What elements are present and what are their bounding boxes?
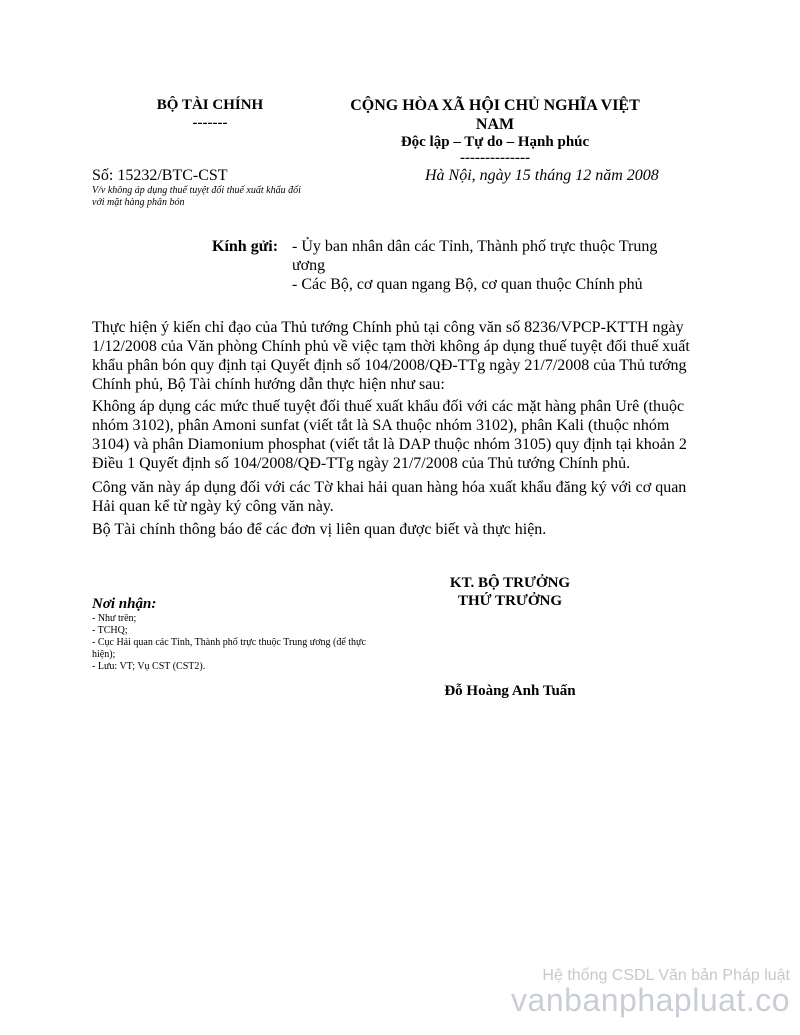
recipient-line1: - Ủy ban nhân dân các Tỉnh, Thành phố trực thuộc Trung bbox=[292, 238, 658, 255]
republic-title-line2: NAM bbox=[475, 116, 515, 133]
place-date: Hà Nội, ngày 15 tháng 12 năm 2008 bbox=[425, 167, 659, 184]
body-paragraph-2: Không áp dụng các mức thuế tuyệt đối thuế xuất khẩu đối với các mặt hàng phân Urê (thuộc nhóm 3102), phân Amoni sunfat (viết tắt là SA thuộc nhóm 3102), phân Kali (thuộc nhóm 3104) và phân Diamonium phosphat (viết tắt là DAP thuộc nhóm 3105) quy định tại khoản 2 Điều 1 Quyết định số 104/2008/QĐ-TTg ngày 21/7/2008 của Thủ tướng Chính phủ. bbox=[92, 398, 687, 472]
republic-title-line1: CỘNG HÒA XÃ HỘI CHỦ NGHĨA VIỆT bbox=[350, 97, 640, 114]
agency-name: BỘ TÀI CHÍNH bbox=[156, 97, 264, 113]
body-paragraph-3: Công văn này áp dụng đối với các Tờ khai hải quan hàng hóa xuất khẩu đăng ký với cơ quan Hải quan kể từ ngày ký công văn này. bbox=[92, 479, 687, 515]
document-subject-line1: V/v không áp dụng thuế tuyệt đối thuế xuất khẩu đối bbox=[92, 185, 301, 196]
recipient-line3: - Các Bộ, cơ quan ngang Bộ, cơ quan thuộc Chính phủ bbox=[292, 276, 643, 293]
watermark-site: vanbanphapluat.co bbox=[511, 982, 790, 1018]
recipient-line2: ương bbox=[292, 257, 326, 274]
distribution-item: - TCHQ; bbox=[92, 625, 128, 636]
national-motto: Độc lập – Tự do – Hạnh phúc bbox=[400, 134, 590, 150]
distribution-item: - Cục Hải quan các Tỉnh, Thành phố trực thuộc Trung ương (để thực hiện); bbox=[92, 637, 366, 660]
signer-name: Đỗ Hoàng Anh Tuấn bbox=[444, 683, 576, 699]
recipients-label: Kính gửi: bbox=[212, 238, 279, 255]
body-paragraph-4: Bộ Tài chính thông báo để các đơn vị liên quan được biết và thực hiện. bbox=[92, 521, 547, 538]
body-paragraph-1: Thực hiện ý kiến chỉ đạo của Thủ tướng Chính phủ tại công văn số 8236/VPCP-KTTH ngày 1/12/2008 của Văn phòng Chính phủ về việc tạm thời không áp dụng thuế tuyệt đối thuế xuất khẩu phân bón quy định tại Quyết định số 104/2008/QĐ-TTg ngày 21/7/2008 của Thủ tướng Chính phủ, Bộ Tài chính hướng dẫn thực hiện như sau: bbox=[92, 319, 690, 393]
distribution-item: - Lưu: VT; Vụ CST (CST2). bbox=[92, 661, 206, 672]
agency-rule: ------- bbox=[192, 115, 228, 131]
distribution-list bbox=[92, 613, 367, 673]
document-number: Số: 15232/BTC-CST bbox=[92, 167, 228, 184]
distribution-title: Nơi nhận: bbox=[92, 596, 157, 612]
signature-title-line2: THỨ TRƯỞNG bbox=[457, 593, 563, 609]
motto-rule: -------------- bbox=[460, 150, 530, 166]
watermark-caption: Hệ thống CSDL Văn bản Pháp luật bbox=[542, 967, 790, 984]
document-subject-line2: với mặt hàng phân bón bbox=[92, 197, 185, 208]
signature-title-line1: KT. BỘ TRƯỞNG bbox=[449, 575, 571, 591]
distribution-item: - Như trên; bbox=[92, 613, 137, 624]
